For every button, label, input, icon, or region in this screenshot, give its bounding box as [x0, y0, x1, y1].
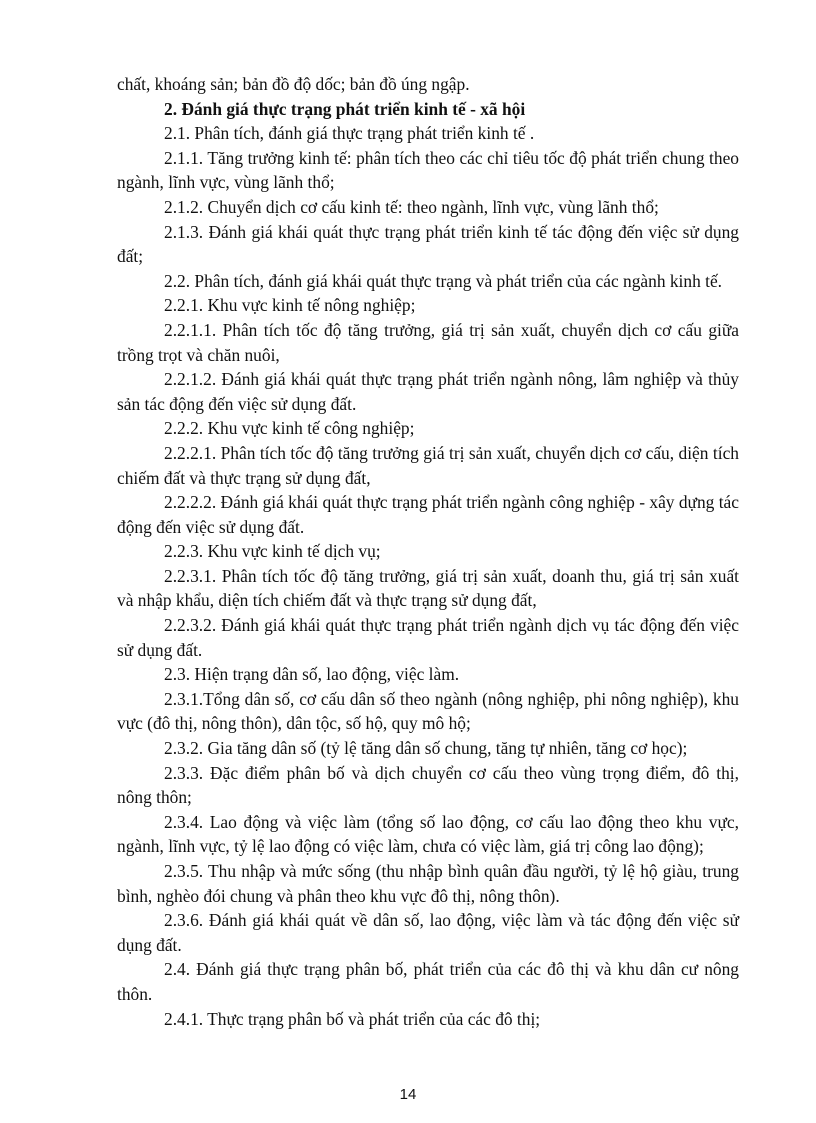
- paragraph: 2.2.1. Khu vực kinh tế nông nghiệp;: [164, 295, 416, 316]
- paragraph: 2.3.1.Tổng dân số, cơ cấu dân số theo ngành (nông nghiệp, phi nông nghiệp), khu vực (đô thị, nông thôn), dân tộc, số hộ, quy mô hộ;: [117, 688, 739, 734]
- paragraph: 2.1.1. Tăng trưởng kinh tế: phân tích theo các chỉ tiêu tốc độ phát triển chung theo ngành, lĩnh vực, vùng lãnh thổ;: [117, 147, 739, 193]
- paragraph: 2.4. Đánh giá thực trạng phân bố, phát triển của các đô thị và khu dân cư nông thôn.: [117, 959, 739, 1004]
- paragraph: 2.2.3.2. Đánh giá khái quát thực trạng phát triển ngành dịch vụ tác động đến việc sử dụng đất.: [117, 615, 739, 660]
- paragraph: 2.2.2. Khu vực kinh tế công nghiệp;: [164, 418, 415, 439]
- paragraph: 2.3.6. Đánh giá khái quát về dân số, lao động, việc làm và tác động đến việc sử dụng đất.: [117, 910, 739, 955]
- paragraph: 2.3. Hiện trạng dân số, lao động, việc làm.: [164, 664, 460, 685]
- paragraph: 2.2.2.2. Đánh giá khái quát thực trạng phát triển ngành công nghiệp - xây dựng tác động đến việc sử dụng đất.: [117, 492, 739, 537]
- paragraph: 2.2.3. Khu vực kinh tế dịch vụ;: [164, 541, 381, 562]
- paragraph: chất, khoáng sản; bản đồ độ dốc; bản đồ úng ngập.: [117, 74, 470, 94]
- paragraph: 2.3.5. Thu nhập và mức sống (thu nhập bình quân đầu người, tỷ lệ hộ giàu, trung bình, nghèo đói chung và phân theo khu vực đô thị, nông thôn).: [117, 861, 739, 906]
- paragraph: 2.2.1.2. Đánh giá khái quát thực trạng phát triển ngành nông, lâm nghiệp và thủy sản tác động đến việc sử dụng đất.: [117, 369, 739, 414]
- document-body: [117, 72, 739, 1031]
- section-heading: 2. Đánh giá thực trạng phát triển kinh tế - xã hội: [164, 98, 526, 119]
- paragraph: 2.3.4. Lao động và việc làm (tổng số lao động, cơ cấu lao động theo khu vực, ngành, lĩnh vực, tỷ lệ lao động có việc làm, chưa có việc làm, giá trị công lao động);: [117, 811, 739, 857]
- paragraph: 2.1. Phân tích, đánh giá thực trạng phát triển kinh tế .: [164, 123, 535, 144]
- paragraph: 2.1.2. Chuyển dịch cơ cấu kinh tế: theo ngành, lĩnh vực, vùng lãnh thổ;: [164, 196, 659, 217]
- paragraph: 2.2. Phân tích, đánh giá khái quát thực trạng và phát triển của các ngành kinh tế.: [164, 270, 723, 291]
- paragraph: 2.3.2. Gia tăng dân số (tỷ lệ tăng dân số chung, tăng tự nhiên, tăng cơ học);: [164, 738, 688, 759]
- paragraph: 2.1.3. Đánh giá khái quát thực trạng phát triển kinh tế tác động đến việc sử dụng đất;: [117, 221, 739, 267]
- paragraph: 2.2.3.1. Phân tích tốc độ tăng trưởng, giá trị sản xuất, doanh thu, giá trị sản xuất và nhập khẩu, diện tích chiếm đất và thực trạng sử dụng đất,: [117, 565, 739, 611]
- paragraph: 2.3.3. Đặc điểm phân bố và dịch chuyển cơ cấu theo vùng trọng điểm, đô thị, nông thôn;: [117, 762, 739, 808]
- page-number: 14: [399, 1086, 417, 1103]
- paragraph: 2.2.1.1. Phân tích tốc độ tăng trưởng, giá trị sản xuất, chuyển dịch cơ cấu giữa trồng trọt và chăn nuôi,: [117, 319, 739, 365]
- paragraph: 2.4.1. Thực trạng phân bố và phát triển của các đô thị;: [164, 1008, 541, 1029]
- paragraph: 2.2.2.1. Phân tích tốc độ tăng trưởng giá trị sản xuất, chuyển dịch cơ cấu, diện tích chiếm đất và thực trạng sử dụng đất,: [117, 442, 739, 488]
